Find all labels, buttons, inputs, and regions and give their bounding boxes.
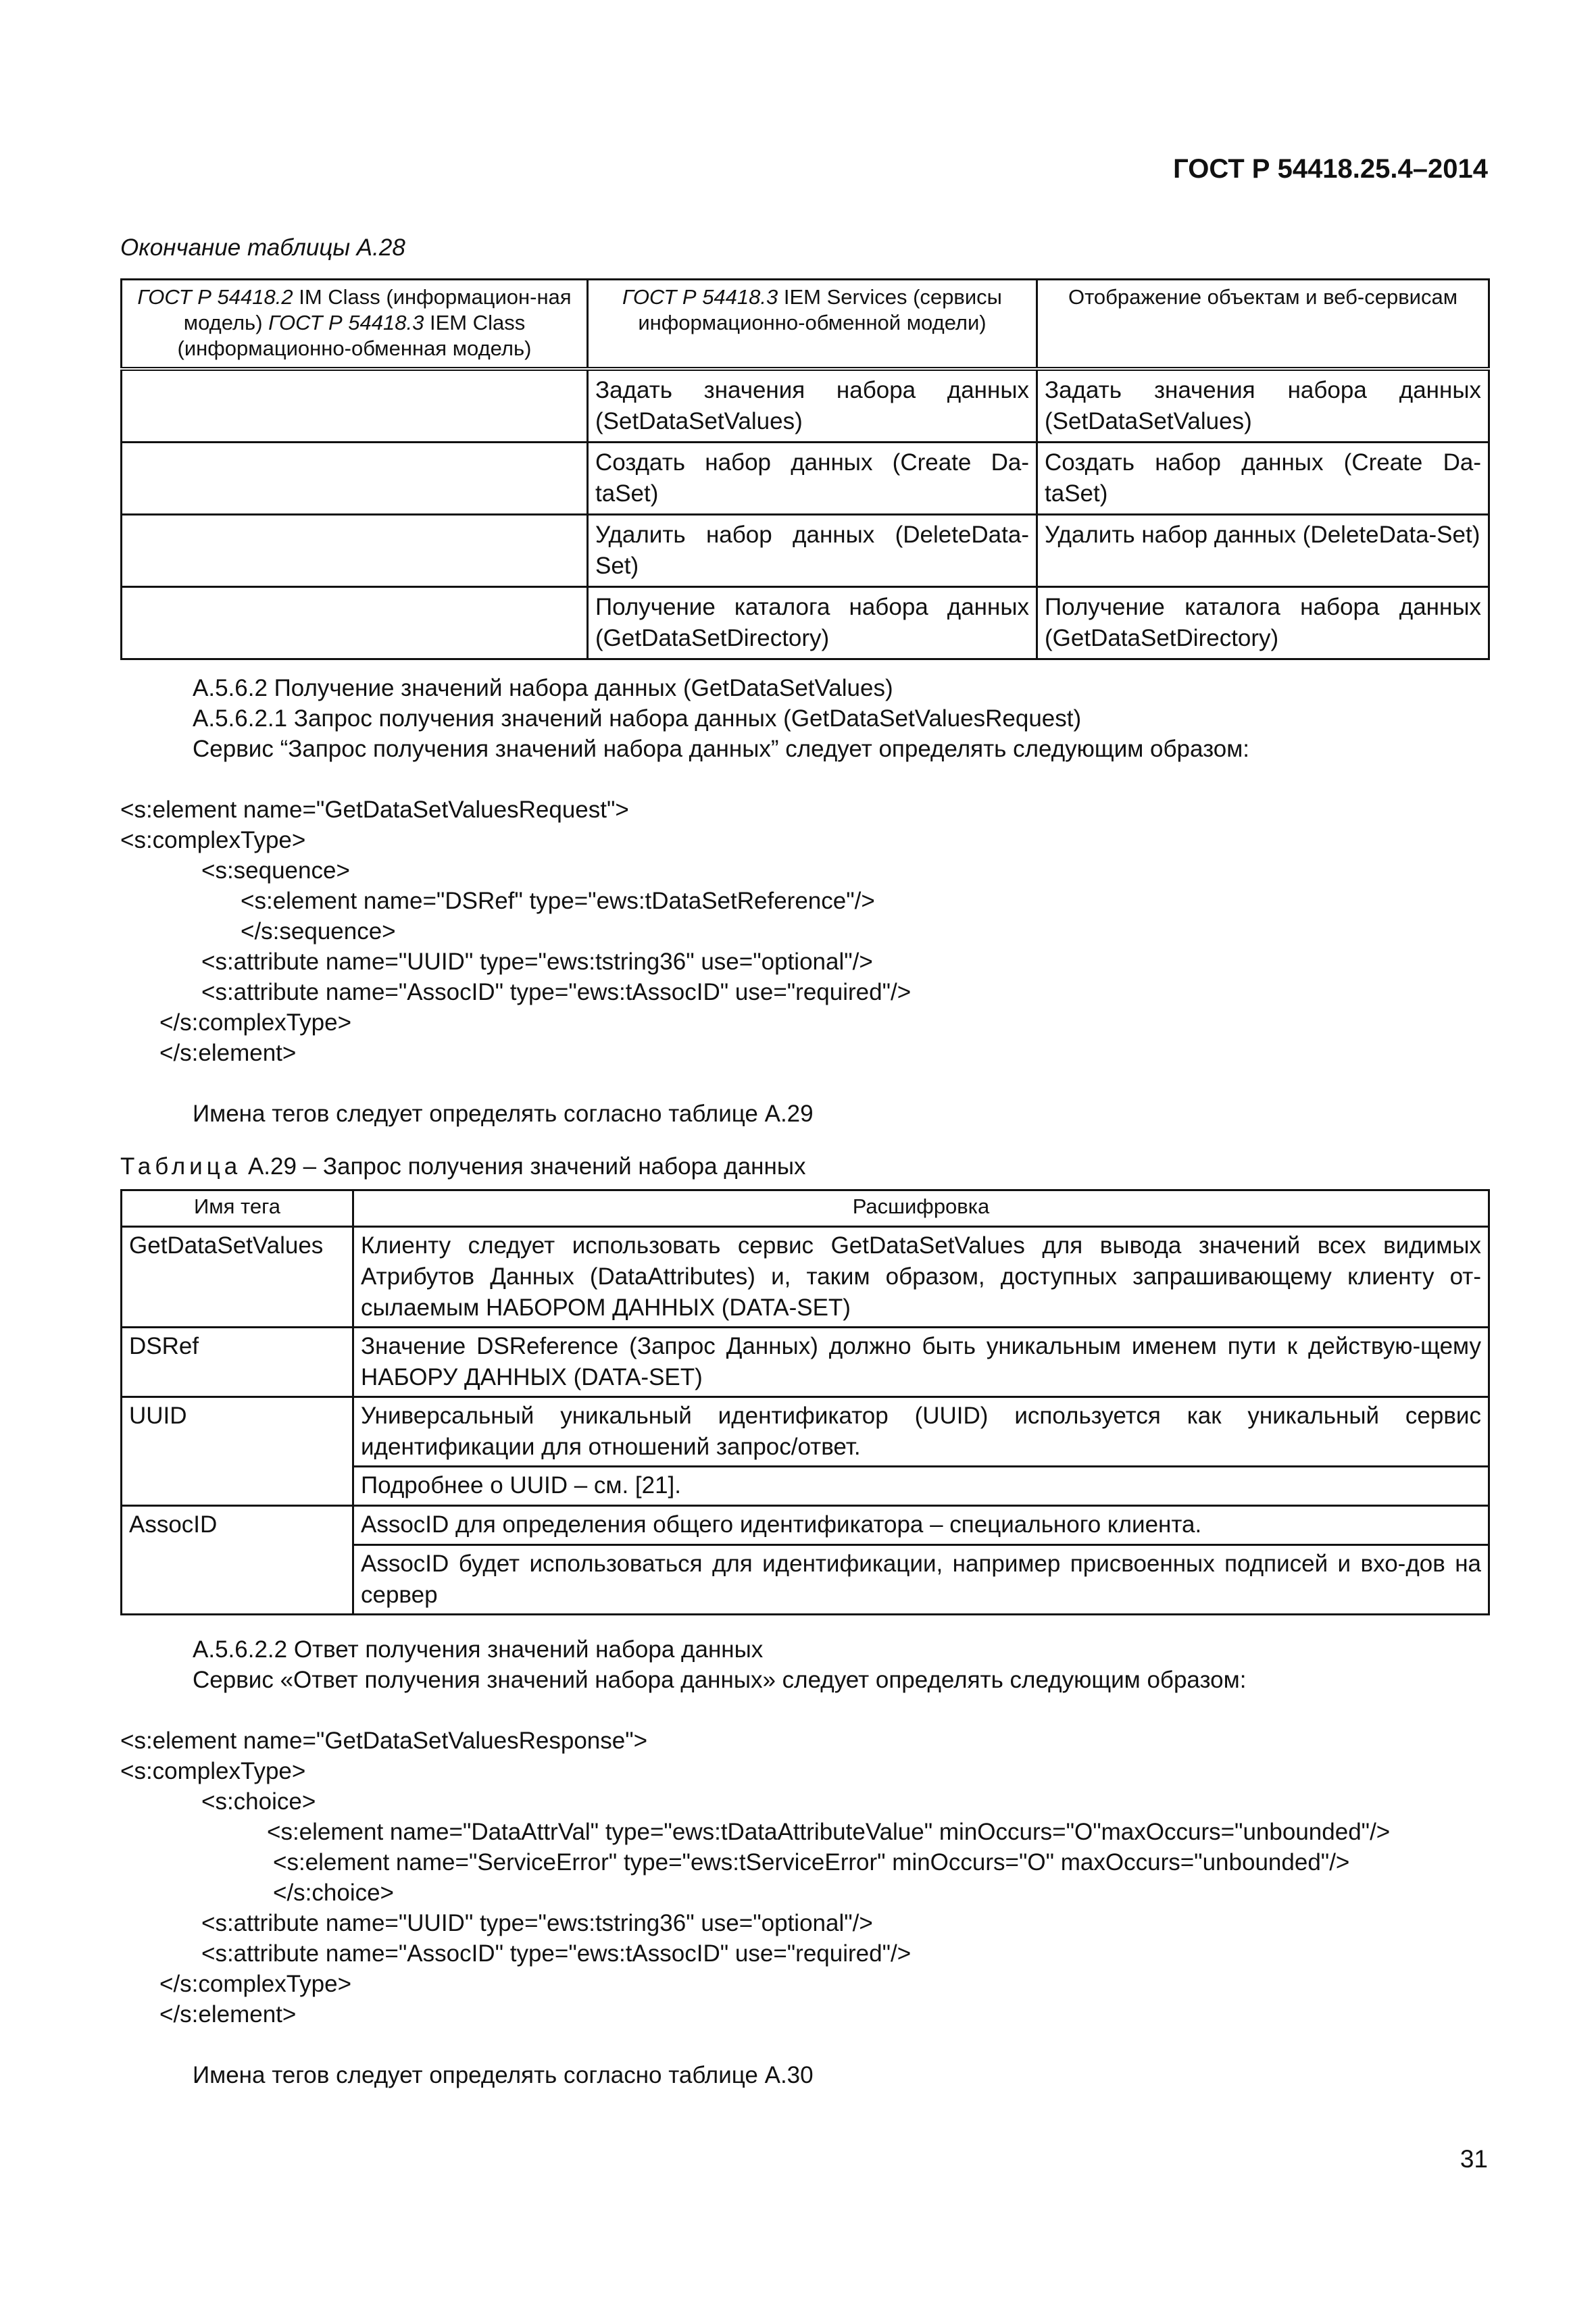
table-row <box>122 514 1489 586</box>
table-reference-a30: Имена тегов следует определять согласно таблице А.30 <box>193 2062 814 2088</box>
code-line: <s:attribute name="AssocID" type="ews:tAssocID" use="required"/> <box>201 1940 912 1967</box>
table-row <box>122 1328 1489 1397</box>
table-row <box>122 442 1489 514</box>
code-line: </s:complexType> <box>159 1009 352 1036</box>
table-cell <box>122 514 588 586</box>
table-row <box>122 586 1489 659</box>
table-cell-tag: DSRef <box>122 1328 353 1397</box>
document-header-title: ГОСТ Р 54418.25.4–2014 <box>1173 154 1488 184</box>
page-number: 31 <box>1460 2145 1488 2173</box>
table-cell: Создать набор данных (Create Da-taSet) <box>1037 442 1489 514</box>
table-a28-header-col2: ГОСТ Р 54418.3 IEM Services (сервисы информационно-обменной модели) <box>588 280 1037 369</box>
table-cell-tag: UUID <box>122 1397 353 1506</box>
table-row <box>122 1397 1489 1467</box>
code-line: </s:complexType> <box>159 1971 352 1997</box>
table-a28 <box>120 278 1490 660</box>
table-row <box>122 369 1489 443</box>
table-cell: Получение каталога набора данных (GetDataSetDirectory) <box>1037 586 1489 659</box>
paragraph: Сервис “Запрос получения значений набора данных” следует определять следующим образом: <box>193 736 1249 762</box>
table-a29-caption: Таблица А.29 – Запрос получения значений набора данных <box>120 1153 806 1180</box>
code-line: <s:choice> <box>201 1788 316 1815</box>
code-line: <s:complexType> <box>120 827 306 853</box>
table-a29 <box>120 1189 1490 1615</box>
table-cell <box>122 586 588 659</box>
table-a28-caption: Окончание таблицы А.28 <box>120 234 405 261</box>
table-cell-desc: Подробнее о UUID – см. [21]. <box>353 1467 1489 1506</box>
table-cell: Создать набор данных (Create Da-taSet) <box>588 442 1037 514</box>
code-line: </s:sequence> <box>241 918 396 945</box>
table-cell-tag: AssocID <box>122 1506 353 1615</box>
code-line: <s:element name="ServiceError" type="ews:tServiceError" minOccurs="O" maxOccurs="unbounded"/> <box>273 1849 1350 1876</box>
table-a29-header-desc: Расшифровка <box>353 1190 1489 1227</box>
section-heading-a5-6-2: А.5.6.2 Получение значений набора данных (GetDataSetValues) <box>193 675 893 701</box>
code-line: </s:element> <box>159 2001 297 2028</box>
section-heading-a5-6-2-1: А.5.6.2.1 Запрос получения значений набора данных (GetDataSetValuesRequest) <box>193 705 1082 732</box>
table-cell-tag: GetDataSetValues <box>122 1227 353 1328</box>
table-cell <box>122 369 588 443</box>
code-line: <s:attribute name="AssocID" type="ews:tAssocID" use="required"/> <box>201 979 912 1005</box>
code-line: </s:choice> <box>273 1880 394 1906</box>
table-a29-header-tag: Имя тега <box>122 1190 353 1227</box>
code-line: <s:sequence> <box>201 857 350 884</box>
code-line: <s:element name="DataAttrVal" type="ews:tDataAttributeValue" minOccurs="O"maxOccurs="unbounded"/> <box>267 1819 1391 1845</box>
table-cell: Задать значения набора данных (SetDataSetValues) <box>1037 369 1489 443</box>
table-reference-a29: Имена тегов следует определять согласно таблице А.29 <box>193 1101 814 1127</box>
paragraph: Сервис «Ответ получения значений набора данных» следует определять следующим образом: <box>193 1667 1247 1693</box>
code-line: <s:element name="GetDataSetValuesResponse"> <box>120 1728 648 1754</box>
table-cell: Задать значения набора данных (SetDataSetValues) <box>588 369 1037 443</box>
table-cell-desc: Клиенту следует использовать сервис GetDataSetValues для вывода значений всех видимых Атрибутов Данных (DataAttributes) и, таким образом, доступных запрашивающему клиенту от-сылаемым НАБОРОМ ДАННЫХ (DATA-SET) <box>353 1227 1489 1328</box>
section-heading-a5-6-2-2: А.5.6.2.2 Ответ получения значений набора данных <box>193 1636 764 1663</box>
table-cell-desc: AssocID для определения общего идентификатора – специального клиента. <box>353 1506 1489 1545</box>
table-a29-header-row <box>122 1190 1489 1227</box>
table-cell-desc: AssocID будет использоваться для идентификации, например присвоенных подписей и вхо-дов на сервер <box>353 1545 1489 1615</box>
table-a28-header-col1: ГОСТ Р 54418.2 IM Class (информацион-ная модель) ГОСТ Р 54418.3 IEM Class (информационно-обменная модель) <box>122 280 588 369</box>
table-a28-header-row <box>122 280 1489 369</box>
code-line: <s:element name="DSRef" type="ews:tDataSetReference"/> <box>241 888 875 914</box>
table-cell: Получение каталога набора данных (GetDataSetDirectory) <box>588 586 1037 659</box>
table-a28-header-col3: Отображение объектам и веб-сервисам <box>1037 280 1489 369</box>
table-row <box>122 1227 1489 1328</box>
code-line: <s:attribute name="UUID" type="ews:tstring36" use="optional"/> <box>201 1910 873 1936</box>
table-cell: Удалить набор данных (DeleteData-Set) <box>588 514 1037 586</box>
code-line: <s:complexType> <box>120 1758 306 1784</box>
table-row <box>122 1506 1489 1545</box>
code-line: <s:element name="GetDataSetValuesRequest"> <box>120 797 629 823</box>
table-cell: Удалить набор данных (DeleteData-Set) <box>1037 514 1489 586</box>
table-cell <box>122 442 588 514</box>
table-cell-desc: Значение DSReference (Запрос Данных) должно быть уникальным именем пути к действую-щему НАБОРУ ДАННЫХ (DATA-SET) <box>353 1328 1489 1397</box>
table-cell-desc: Универсальный уникальный идентификатор (UUID) используется как уникальный сервис идентификации для отношений запрос/ответ. <box>353 1397 1489 1467</box>
code-line: <s:attribute name="UUID" type="ews:tstring36" use="optional"/> <box>201 949 873 975</box>
code-line: </s:element> <box>159 1040 297 1066</box>
